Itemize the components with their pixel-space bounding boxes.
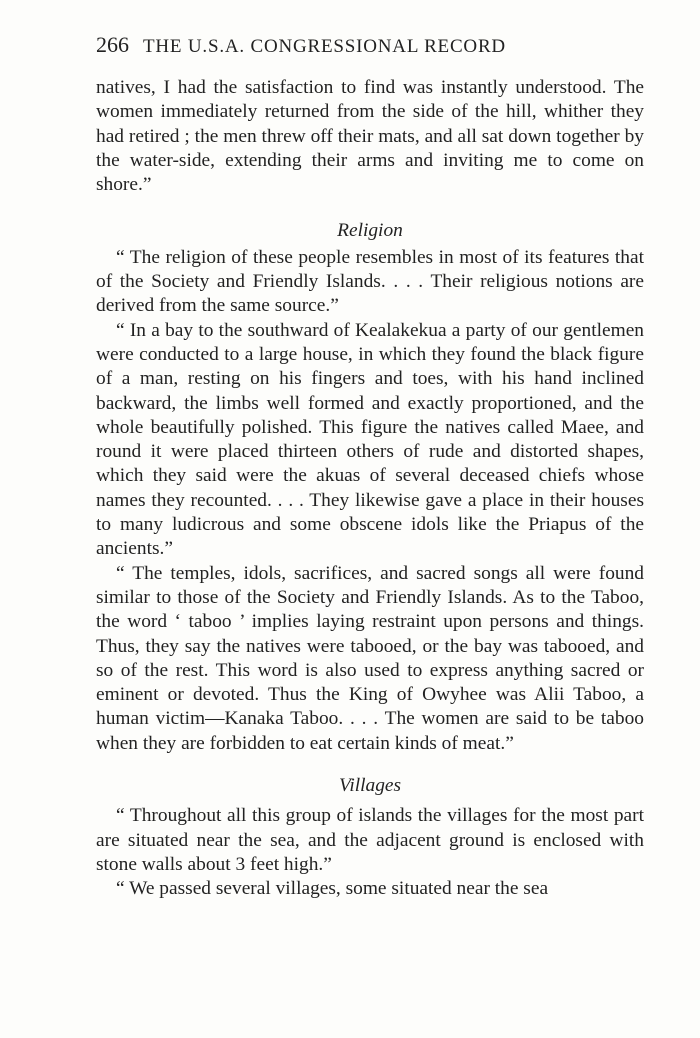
paragraph-religion-quote: “ The religion of these people resembles in most of its features that of the Society and Friendly Islands. . . . Their religious notions are derived from the same source.” bbox=[96, 246, 644, 317]
paragraph-continuation: natives, I had the satisfaction to find was instantly understood. The women immediately returned from the side of the hill, whither they had retired ; the men threw off their mats, and all sat down together by the water-side, extending their arms and inviting me to come on shore.” bbox=[96, 77, 644, 196]
page-body bbox=[96, 76, 644, 902]
paragraph-villages: “ Throughout all this group of islands the villages for the most part are situated near the sea, and the adjacent ground is enclosed with stone walls about 3 feet high.” bbox=[96, 805, 644, 875]
section-heading-religion: Religion bbox=[337, 220, 403, 242]
running-title: THE U.S.A. CONGRESSIONAL RECORD bbox=[143, 36, 506, 57]
page-number: 266 bbox=[96, 32, 129, 57]
running-header bbox=[96, 32, 644, 58]
paragraph-kealakekua: “ In a bay to the southward of Kealakekua a party of our gentlemen were conducted to a large house, in which they found the black figure of a man, resting on his fingers and toes, with his hand inclined backward, the limbs well formed and exactly proportioned, and the whole beautifully polished. This figure the natives called Maee, and round it were placed thirteen others of rude and distorted shapes, which they said were the akuas of several deceased chiefs whose names they recounted. . . . They likewise gave a place in their houses to many ludicrous and some obscene idols like the Priapus of the ancients.” bbox=[96, 319, 644, 560]
paragraph-taboo: “ The temples, idols, sacrifices, and sacred songs all were found similar to those of the Society and Friendly Islands. As to the Taboo, the word ‘ taboo ’ implies laying restraint upon persons and things. Thus, they say the natives were tabooed, or the bay was tabooed, and so of the rest. This word is also used to express anything sacred or eminent or devoted. Thus the King of Owyhee was Alii Taboo, a human victim—Kanaka Taboo. . . . The women are said to be taboo when they are forbidden to eat certain kinds of meat.” bbox=[96, 562, 644, 754]
section-heading-villages: Villages bbox=[338, 775, 402, 797]
paragraph-villages-continued: “ We passed several villages, some situated near the sea bbox=[116, 878, 549, 900]
